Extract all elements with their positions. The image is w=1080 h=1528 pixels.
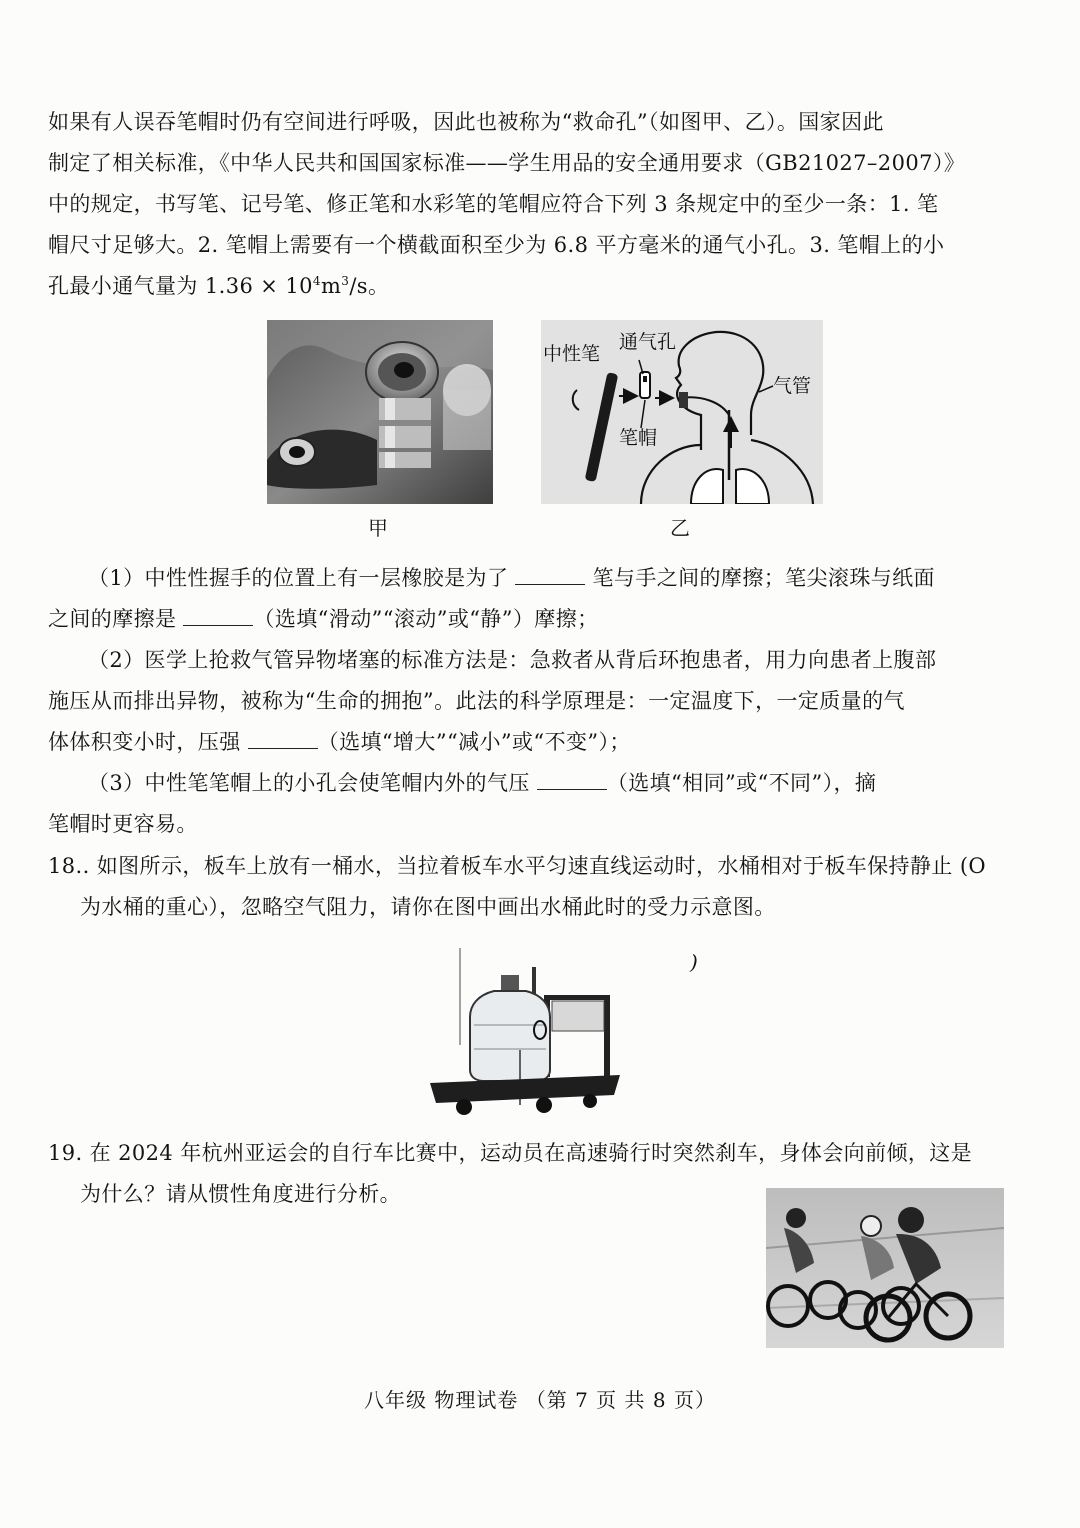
q17-blank-3[interactable] — [248, 728, 318, 749]
q17-part2-line3: 体体积变小时，压强 （选填“增大”“减小”或“不变”）； — [48, 730, 631, 754]
q17-part2-line2: 施压从而排出异物，被称为“生命的拥抱”。此法的科学原理是：一定温度下，一定质量的气 — [48, 689, 905, 713]
intro-line-5: 孔最小通气量为 $1.36 \times 10^4m^3/s$。 — [48, 274, 390, 298]
q19-line2: 为什么？请从惯性角度进行分析。 — [80, 1182, 401, 1206]
yi-label-hole: 通气孔 — [619, 331, 677, 353]
q17-part3-line1: （3）中性笔笔帽上的小孔会使笔帽内外的气压 （选填“相同”或“不同”），摘 — [88, 771, 877, 795]
page-footer: 八年级 物理试卷 （第 7 页 共 8 页） — [364, 1388, 716, 1412]
intro-paragraph — [48, 102, 1008, 307]
figure-jia-photo — [267, 320, 493, 504]
stray-mark: ) — [690, 950, 698, 974]
figure-cart — [424, 945, 624, 1120]
yi-label-pen: 中性笔 — [543, 343, 601, 365]
q17-blank-4[interactable] — [537, 769, 607, 790]
q17-blank-1[interactable] — [515, 564, 585, 585]
q18-block — [48, 846, 1008, 928]
intro-line-3: 中的规定，书写笔、记号笔、修正笔和水彩笔的笔帽应符合下列 3 条规定中的至少一条：1. 笔 — [48, 192, 939, 216]
figure-jia-caption: 甲 — [368, 516, 388, 540]
intro-line-4: 帽尺寸足够大。2. 笔帽上需要有一个横截面积至少为 6.8 平方毫米的通气小孔。3. 笔帽上的小 — [48, 233, 945, 257]
q17-part1-line2: 之间的摩擦是 （选填“滑动”“滚动”或“静”）摩擦； — [48, 607, 599, 631]
figure-yi-caption: 乙 — [670, 516, 690, 540]
q17-part3-line2: 笔帽时更容易。 — [48, 812, 198, 836]
q18-line1: 18.. 如图所示，板车上放有一桶水，当拉着板车水平匀速直线运动时，水桶相对于板车保持静止 (O — [48, 854, 987, 878]
q17-blank-2[interactable] — [183, 605, 253, 626]
figure-yi-diagram — [541, 320, 823, 504]
intro-line-2: 制定了相关标准，《中华人民共和国国家标准——学生用品的安全通用要求（GB21027–2007）》 — [48, 151, 966, 175]
q19-line1: 19. 在 2024 年杭州亚运会的自行车比赛中，运动员在高速骑行时突然刹车，身体会向前倾，这是 — [48, 1141, 973, 1165]
intro-line-1: 如果有人误吞笔帽时仍有空间进行呼吸，因此也被称为“救命孔”（如图甲、乙）。国家因此 — [48, 110, 884, 134]
figure-cyclists-photo — [766, 1188, 1004, 1348]
yi-label-cap: 笔帽 — [619, 427, 658, 449]
q17-part2-line1: （2）医学上抢救气管异物堵塞的标准方法是：急救者从背后环抱患者，用力向患者上腹部 — [88, 648, 937, 672]
q18-line2: 为水桶的重心），忽略空气阻力，请你在图中画出水桶此时的受力示意图。 — [80, 895, 776, 919]
q17-part1-line1: （1）中性性握手的位置上有一层橡胶是为了 笔与手之间的摩擦；笔尖滚珠与纸面 — [88, 566, 935, 590]
yi-label-trachea: 气管 — [773, 375, 812, 397]
q17-block — [48, 558, 1008, 845]
